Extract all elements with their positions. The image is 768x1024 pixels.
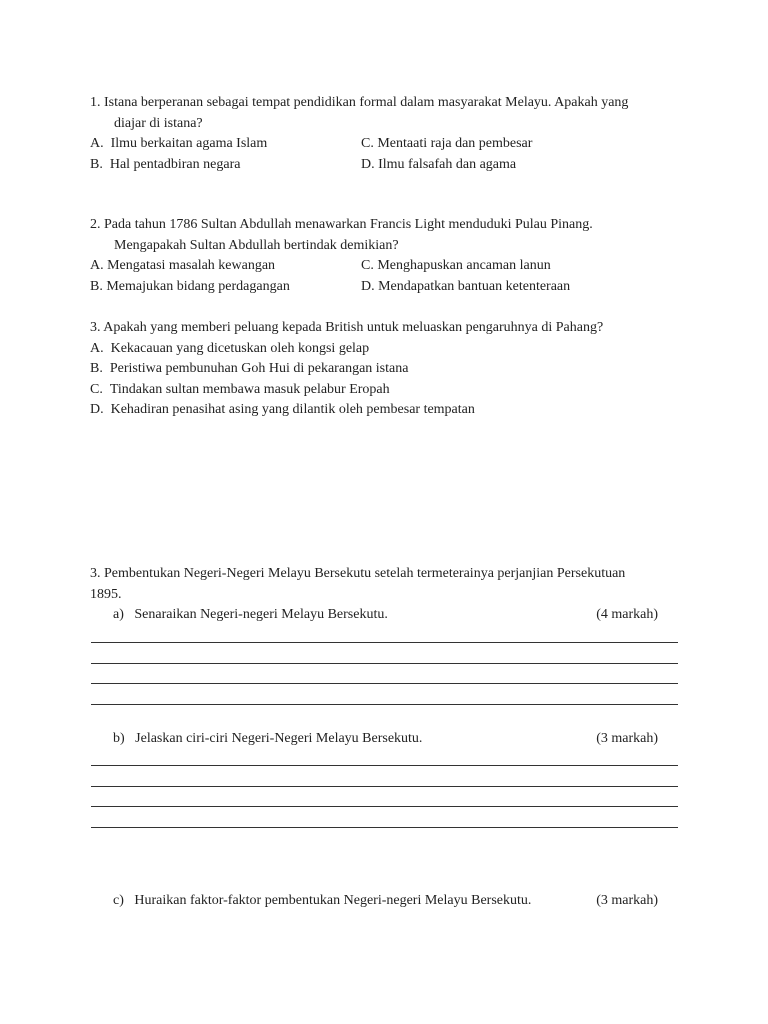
part-b [113, 729, 658, 750]
answer-line[interactable] [91, 827, 678, 828]
question-2-option-a: A. Mengatasi masalah kewangan [90, 258, 276, 273]
question-3-text: 3. Apakah yang memberi peluang kepada British untuk meluaskan pengaruhnya di Pahang? [90, 320, 604, 335]
question-1-option-b: B. Hal pentadbiran negara [90, 156, 241, 172]
question-2-option-c: C. Menghapuskan ancaman lanun [361, 258, 551, 273]
answer-line[interactable] [91, 683, 678, 684]
structured-question-text-cont: 1895. [90, 586, 122, 602]
answer-line[interactable] [91, 765, 678, 766]
answer-line[interactable] [91, 786, 678, 787]
part-a [113, 605, 658, 626]
question-3-option-b: B. Peristiwa pembunuhan Goh Hui di pekarangan istana [90, 361, 409, 376]
question-2 [90, 215, 690, 297]
question-1-text: 1. Istana berperanan sebagai tempat pendidikan formal dalam masyarakat Melayu. Apakah yang [90, 95, 629, 110]
part-b-label: b) Jelaskan ciri-ciri Negeri-Negeri Melayu Bersekutu. [113, 731, 423, 746]
part-a-marks: (4 markah) [596, 607, 658, 622]
question-3-option-c: C. Tindakan sultan membawa masuk pelabur Eropah [90, 381, 390, 397]
question-2-option-b: B. Memajukan bidang perdagangan [90, 278, 290, 294]
answer-line[interactable] [91, 704, 678, 705]
question-2-text-cont: Mengapakah Sultan Abdullah bertindak demikian? [114, 237, 399, 253]
question-2-option-d: D. Mendapatkan bantuan ketenteraan [361, 278, 571, 294]
part-c-label: c) Huraikan faktor-faktor pembentukan Negeri-negeri Melayu Bersekutu. [113, 893, 532, 908]
question-2-text: 2. Pada tahun 1786 Sultan Abdullah menawarkan Francis Light menduduki Pulau Pinang. [90, 217, 593, 232]
answer-line[interactable] [91, 642, 678, 643]
part-a-label: a) Senaraikan Negeri-negeri Melayu Bersekutu. [113, 607, 388, 622]
question-1 [90, 93, 690, 175]
question-3 [90, 318, 690, 421]
question-1-option-d: D. Ilmu falsafah dan agama [361, 156, 517, 172]
structured-question-intro [90, 564, 690, 605]
question-1-text-cont: diajar di istana? [114, 115, 203, 131]
answer-line[interactable] [91, 663, 678, 664]
question-3-option-a: A. Kekacauan yang dicetuskan oleh kongsi gelap [90, 340, 370, 356]
part-c [113, 891, 658, 912]
structured-question-text: 3. Pembentukan Negeri-Negeri Melayu Bersekutu setelah termeterainya perjanjian Persekutuan [90, 566, 626, 581]
question-1-option-a: A. Ilmu berkaitan agama Islam [90, 136, 268, 151]
part-b-marks: (3 markah) [596, 731, 658, 746]
question-1-option-c: C. Mentaati raja dan pembesar [361, 136, 533, 151]
question-3-option-d: D. Kehadiran penasihat asing yang dilantik oleh pembesar tempatan [90, 402, 475, 417]
part-c-marks: (3 markah) [596, 893, 658, 908]
answer-line[interactable] [91, 806, 678, 807]
